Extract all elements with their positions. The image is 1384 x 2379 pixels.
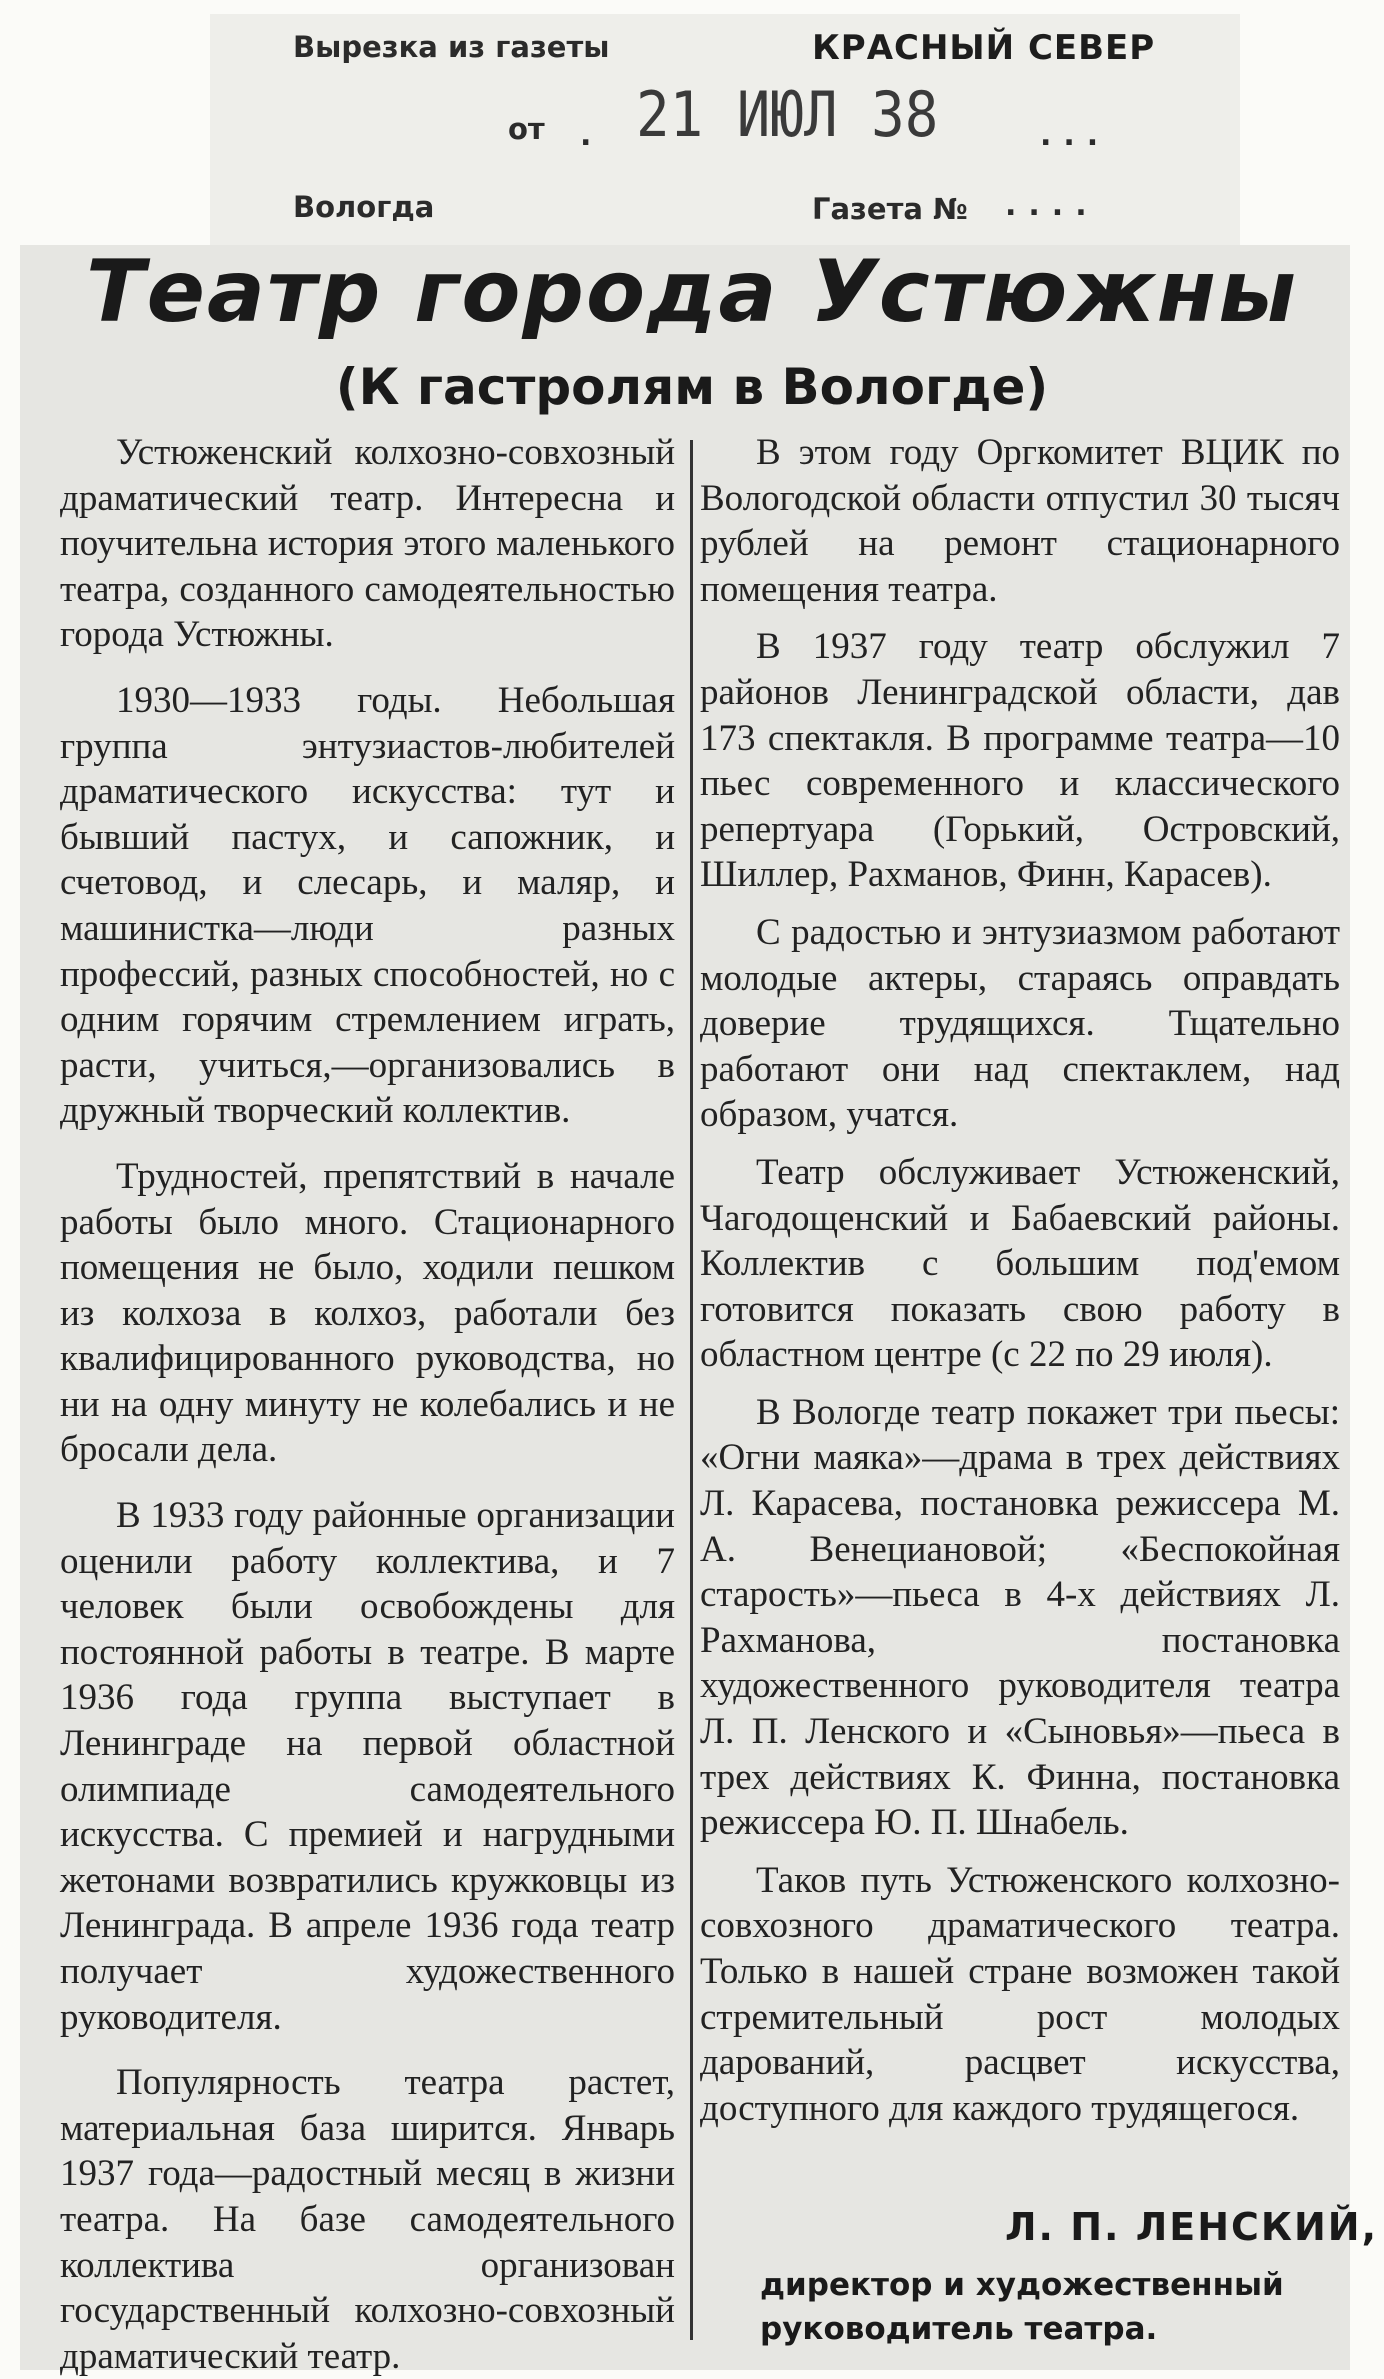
paragraph: Трудностей, препятствий в начале работы было много. Стационарного помещения не было, ходили пешком из колхоза в колхоз, работали без квалифицированного руководства, но ни на одну минуту не колебались и не бросали дела. <box>60 1155 675 1471</box>
paragraph: Популярность театра растет, материальная база ширится. Январь 1937 года—радостный месяц в жизни театра. На базе самодеятельного коллектива организован государственный колхозно-совхозный драматический театр. <box>60 2062 675 2377</box>
paragraph: Театр обслуживает Устюженский, Чагодощенский и Бабаевский районы. Коллектив с большим под'емом готовится показать свою работу в областном центре (с 22 по 29 июля). <box>700 1151 1340 1376</box>
paragraph: В 1937 году театр обслужил 7 районов Ленинградской области, дав 173 спектакля. В программе театра—10 пьес современного и классического репертуара (Горький, Островский, Шиллер, Рахманов, Финн, Карасев). <box>700 626 1340 896</box>
city-label: Вологда <box>293 190 435 224</box>
date-dots-left: . <box>580 118 604 153</box>
issue-label: Газета № <box>812 192 968 226</box>
date-stamp: 21 ИЮЛ 38 <box>636 78 939 151</box>
article-left-column <box>60 430 675 2379</box>
cutout-label: Вырезка из газеты <box>293 30 610 64</box>
signature-role: директор и художественный руководитель театра. <box>760 2267 1284 2347</box>
paragraph: В 1933 году районные организации оценили работу коллектива, и 7 человек были освобождены для постоянной работы в театре. В марте 1936 года группа выступает в Ленинграде на первой областной олимпиаде самодеятельного искусства. С премией и нагрудными жетонами возвратились кружковцы из Ленинграда. В апреле 1936 года театр получает художественного руководителя. <box>60 1495 675 2038</box>
article-right-column <box>700 430 1340 2131</box>
article-subtitle: (К гастролям в Вологде) <box>335 358 1049 416</box>
from-label: от <box>508 112 545 146</box>
newspaper-name: КРАСНЫЙ СЕВЕР <box>812 28 1156 68</box>
paragraph: С радостью и энтузиазмом работают молодые актеры, стараясь оправдать доверие трудящихся. Тщательно работают они над спектаклем, над образом, учатся. <box>700 911 1340 1136</box>
paragraph: Устюженский колхозно-совхозный драматический театр. Интересна и поучительна история этого маленького театра, созданного самодеятельностью города Устюжны. <box>60 432 675 656</box>
paragraph: 1930—1933 годы. Небольшая группа энтузиастов-любителей драматического искусства: тут и бывший пастух, и сапожник, и счетовод, и слесарь, и маляр, и машинистка—люди разных профессий, разных способностей, но с одним горячим стремлением играть, расти, учиться,—организовались в дружный творческий коллектив. <box>60 679 675 1132</box>
column-divider <box>690 440 693 2340</box>
issue-dots: .... <box>1005 188 1099 223</box>
article-title: Театр города Устюжны <box>86 242 1298 342</box>
paragraph: Таков путь Устюженского колхозно-совхозного драматического театра. Только в нашей стране возможен такой стремительный рост молодых дарований, расцвет искусства, доступного для каждого трудящегося. <box>700 1859 1340 2129</box>
paragraph: В этом году Оргкомитет ВЦИК по Вологодской области отпустил 30 тысяч рублей на ремонт стационарного помещения театра. <box>700 432 1340 610</box>
date-dots-right: ... <box>1040 118 1111 153</box>
paragraph: В Вологде театр покажет три пьесы: «Огни маяка»—драма в трех действиях Л. Карасева, постановка режиссера М. А. Венециановой; «Беспокойная старость»—пьеса в 4-х действиях Л. Рахманова, постановка художественного руководителя театра Л. П. Ленского и «Сыновья»—пьеса в трех действиях К. Финна, постановка режиссера Ю. П. Шнабель. <box>700 1391 1340 1844</box>
signature-name: Л. П. ЛЕНСКИЙ, <box>1005 2205 1379 2249</box>
